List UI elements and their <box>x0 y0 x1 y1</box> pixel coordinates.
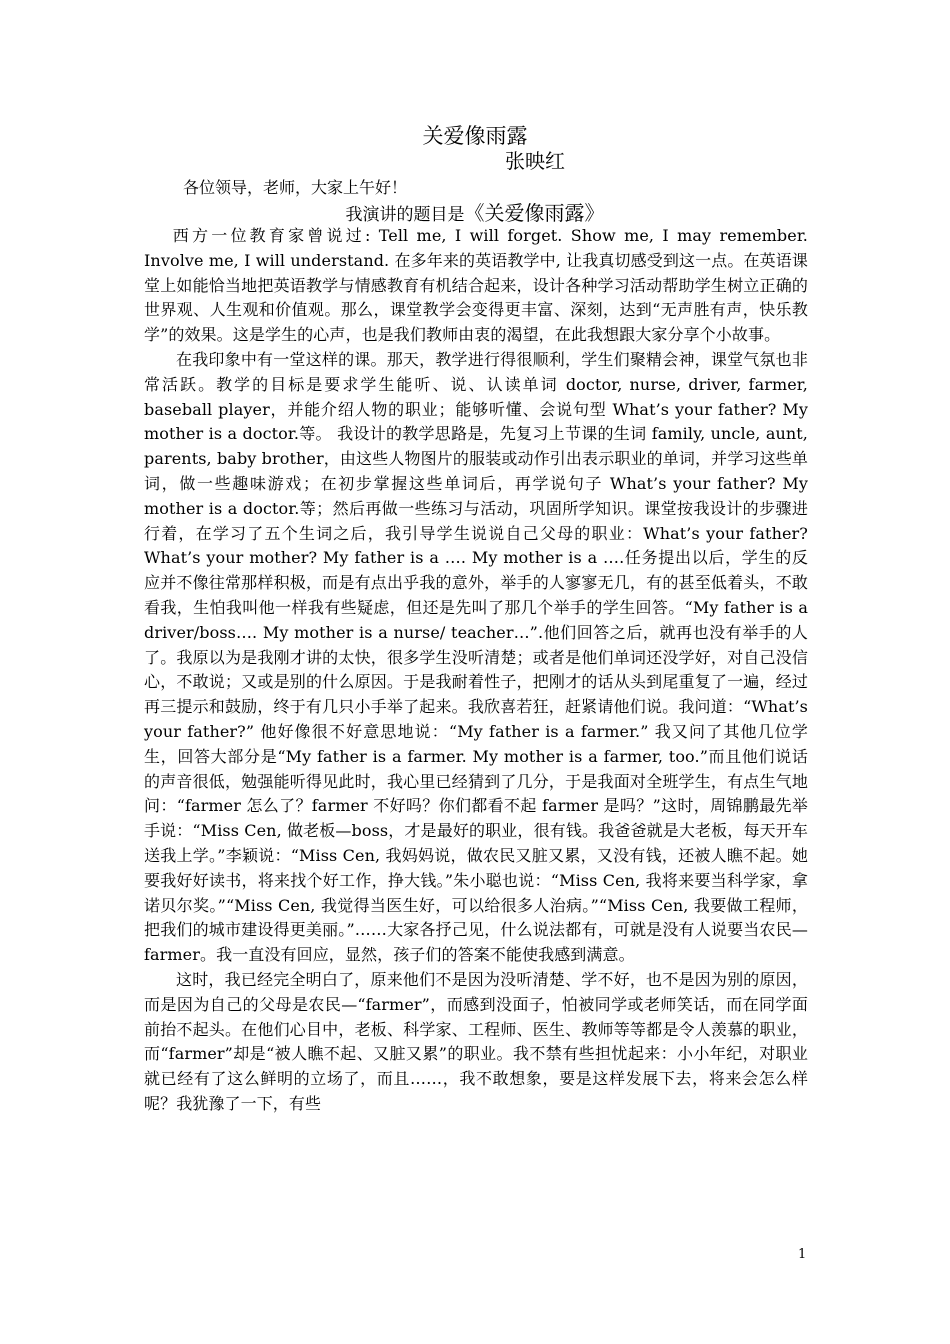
topic-title: 《关爱像雨露》 <box>464 201 605 225</box>
paragraph-1: 西方一位教育家曾说过: Tell me, I will forget. Show me, I may remember. Involve me, I will understand. 在多年来的英语教学中, 让我真切感受到这一点。在英语课堂上如能恰当地把英语教学与情感教育有机结合起来，设计各种学习活动帮助学生树立正确的世界观、人生观和价值观。那么，课堂教学会变得更丰富、深刻，达到“无声胜有声，快乐教学”的效果。这是学生的心声，也是我们教师由衷的渴望，在此我想跟大家分享个小故事。 <box>144 226 808 345</box>
document-title: 关爱像雨露 <box>422 124 528 148</box>
document-body <box>144 224 808 1117</box>
paragraph-2: 在我印象中有一堂这样的课。那天，教学进行得很顺利，学生们聚精会神，课堂气氛也非常活跃。教学的目标是要求学生能听、说、认读单词 doctor, nurse, driver, farmer, baseball player，并能介绍人物的职业；能够听懂、会说句型 What’s your father? My mother is a doctor.等。 我设计的教学思路是，先复习上节课的生词 family, uncle, aunt, parents, baby brother，由这些人物图片的服装或动作引出表示职业的单词，并学习这些单词，做一些趣味游戏；在初步掌握这些单词后，再学说句子 What’s your father? My mother is a doctor.等；然后再做一些练习与活动，巩固所学知识。课堂按我设计的步骤进行着，在学习了五个生词之后，我引导学生说说自己父母的职业：What’s your father? What’s your mother? My father is a …. My mother is a ….任务提出以后，学生的反应并不像往常那样积极，而是有点出乎我的意外，举手的人寥寥无几，有的甚至低着头，不敢看我，生怕我叫他一样我有些疑虑，但还是先叫了那几个举手的学生回答。“My father is a driver/boss…. My mother is a nurse/ teacher…”.他们回答之后，就再也没有举手的人了。我原以为是我刚才讲的太快，很多学生没听清楚；或者是他们单词还没学好，对自己没信心，不敢说；又或是别的什么原因。于是我耐着性子，把刚才的话从头到尾重复了一遍，经过再三提示和鼓励，终于有几只小手举了起来。我欣喜若狂，赶紧请他们说。我问道：“What’s your father?” 他好像很不好意思地说：“My father is a farmer.” 我又问了其他几位学生，回答大部分是“My father is a farmer. My mother is a farmer, too.”而且他们说话的声音很低，勉强能听得见此时，我心里已经猜到了几分，于是我面对全班学生，有点生气地问：“farmer 怎么了？farmer 不好吗？你们都看不起 farmer 是吗？”这时，周锦鹏最先举手说：“Miss Cen, 做老板—boss，才是最好的职业，很有钱。我爸爸就是大老板，每天开车送我上学。”李颖说：“Miss Cen, 我妈妈说，做农民又脏又累，又没有钱，还被人瞧不起。她要我好好读书，将来找个好工作，挣大钱。”朱小聪也说：“Miss Cen, 我将来要当科学家，拿诺贝尔奖。”“Miss Cen, 我觉得当医生好，可以给很多人治病。”“Miss Cen, 我要做工程师，把我们的城市建设得更美丽。”……大家各抒己见，什么说法都有，可就是没有人说要当农民—farmer。我一直没有回应，显然，孩子们的答案不能使我感到满意。 <box>144 349 808 965</box>
greeting-line: 各位领导，老师，大家上午好！ <box>183 178 408 197</box>
topic-prefix: 我演讲的题目是 <box>345 205 465 225</box>
author-name: 张映红 <box>505 149 565 173</box>
page-number: 1 <box>798 1247 807 1262</box>
paragraph-3: 这时，我已经完全明白了，原来他们不是因为没听清楚、学不好，也不是因为别的原因，而是因为自己的父母是农民—“farmer”，而感到没面子，怕被同学或老师笑话，而在同学面前抬不起头。在他们心目中，老板、科学家、工程师、医生、教师等等都是令人羡慕的职业，而“farmer”却是“被人瞧不起、又脏又累”的职业。我不禁有些担忧起来：小小年纪，对职业就已经有了这么鲜明的立场了，而且……，我不敢想象，要是这样发展下去，将来会怎么样呢？我犹豫了一下，有些 <box>144 969 808 1113</box>
